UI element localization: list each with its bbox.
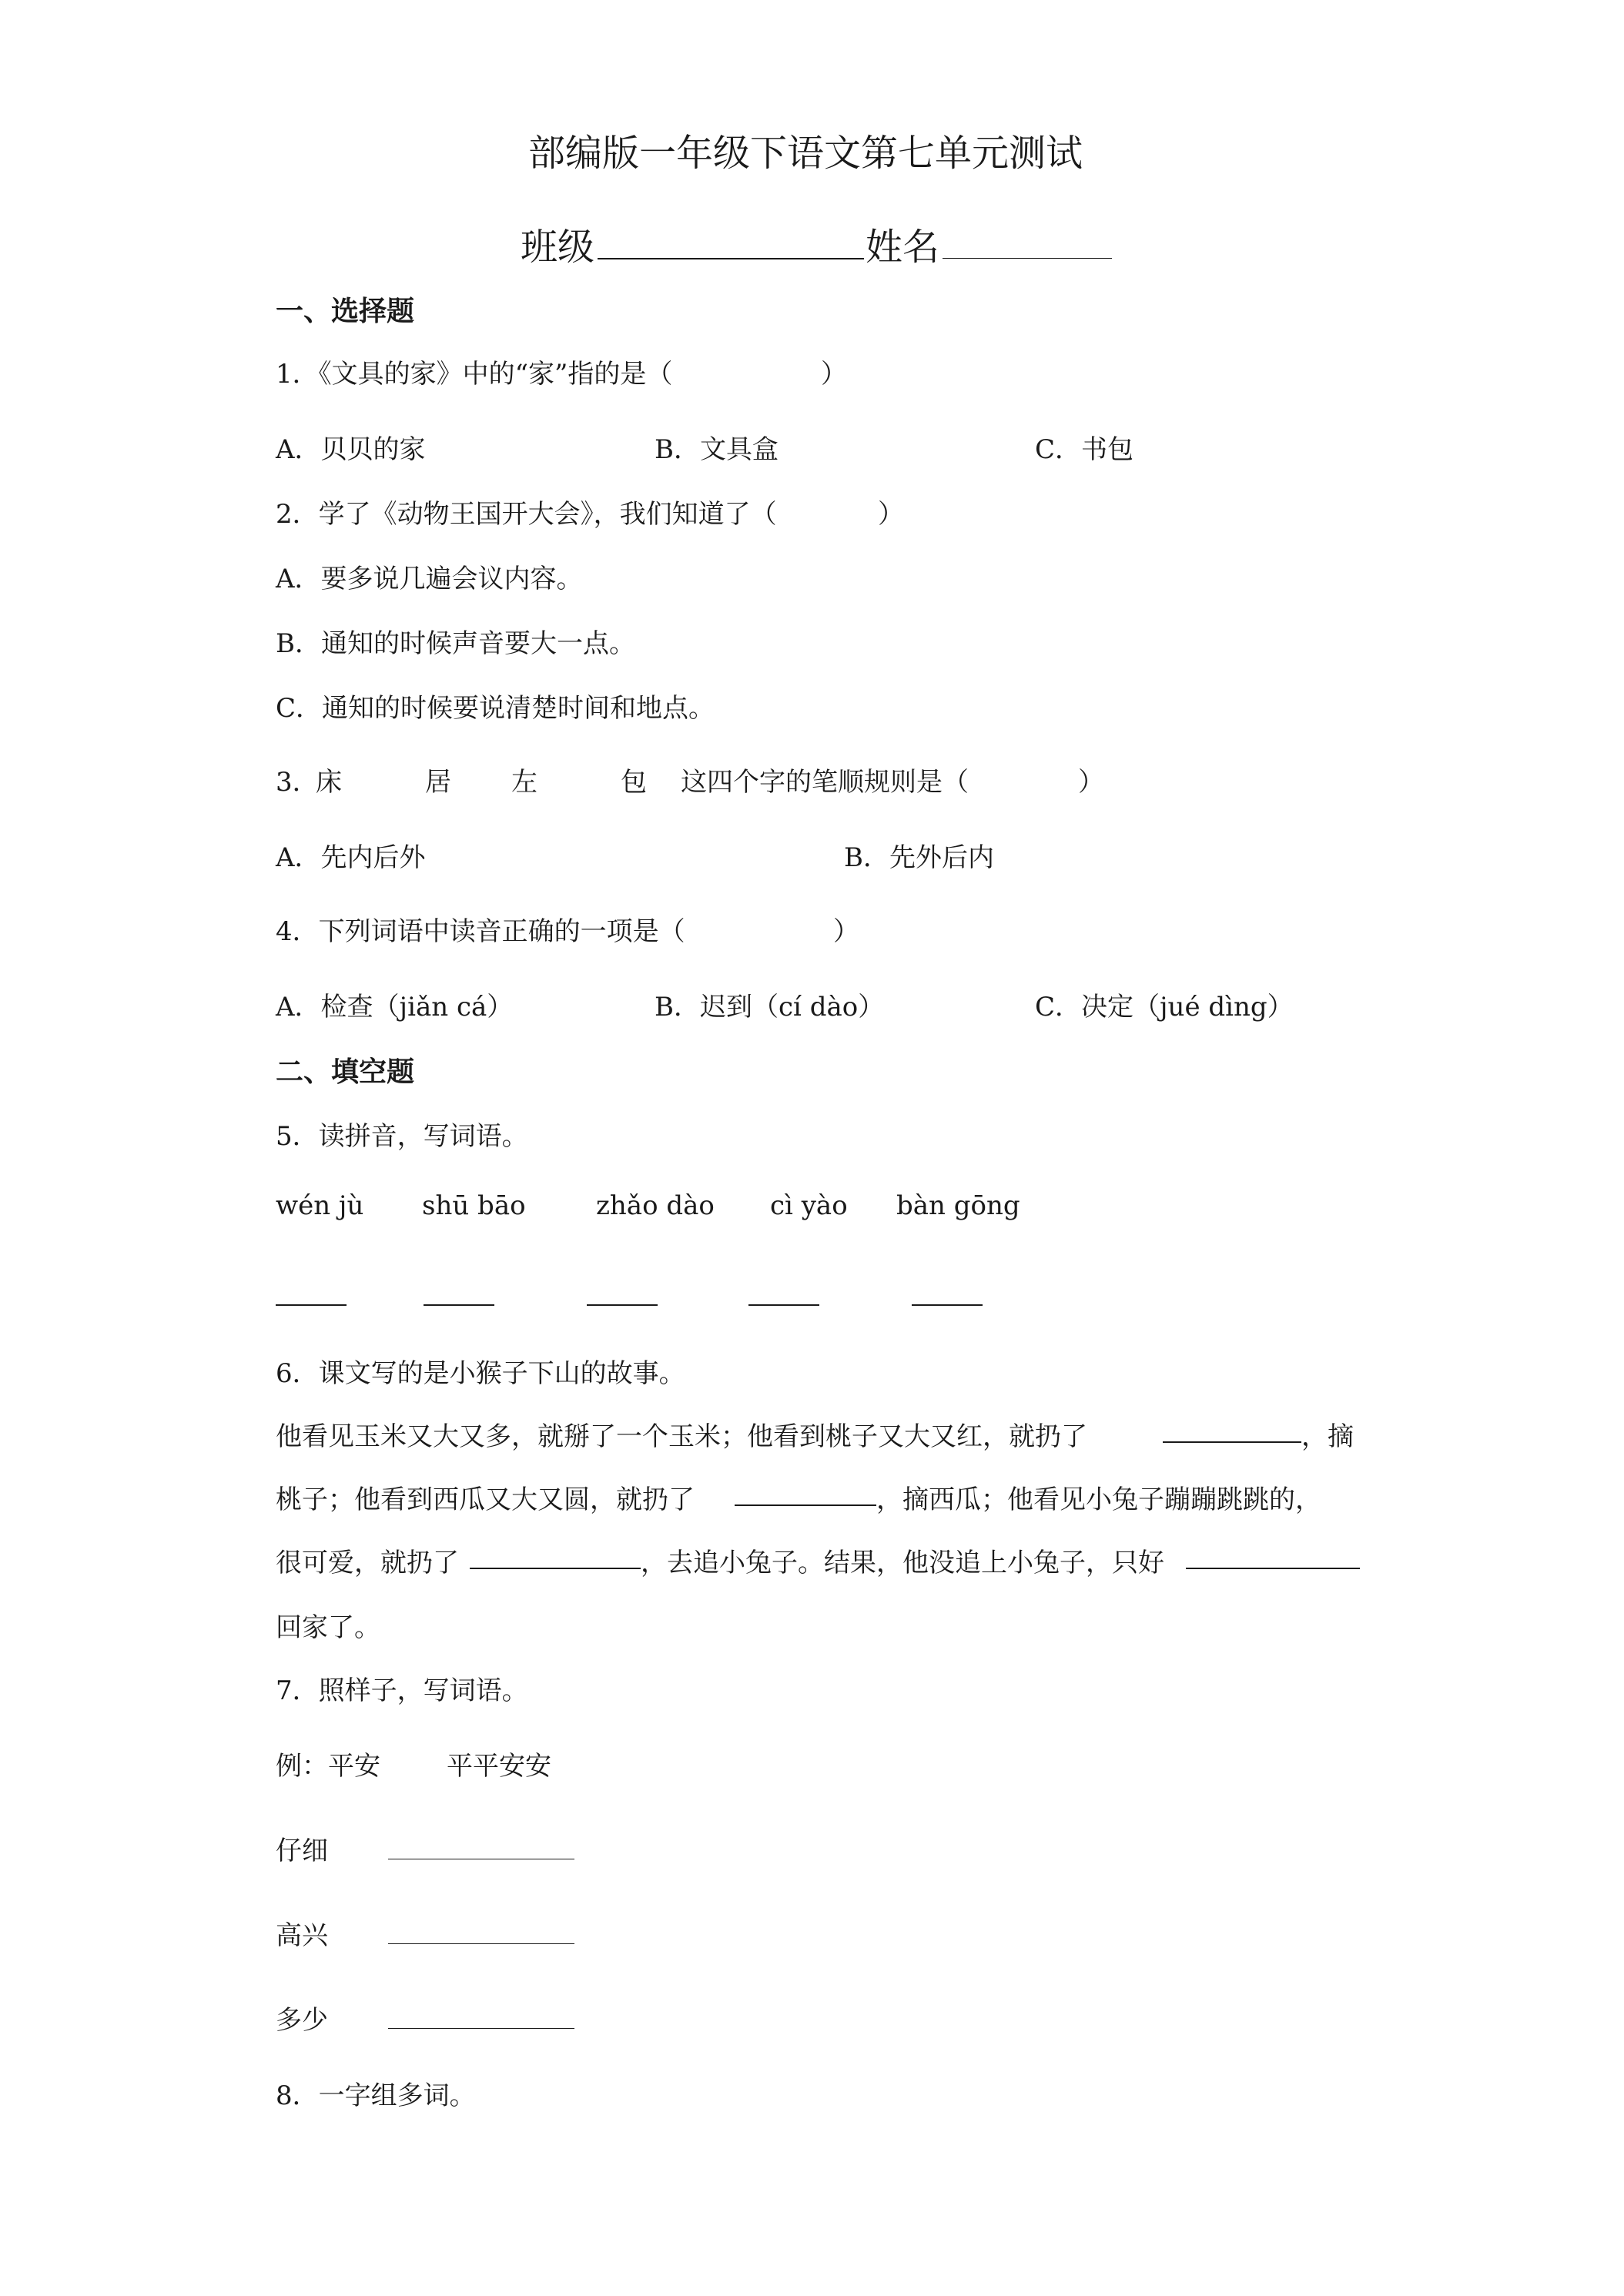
page-title: 部编版一年级下语文第七单元测试 (528, 132, 1083, 175)
q8-stem: 8．一字组多词。 (276, 2080, 476, 2111)
q2-option-a[interactable]: A．要多说几遍会议内容。 (276, 564, 583, 594)
q7-example: 例：平安 (276, 1751, 380, 1782)
q7-blank-3[interactable] (388, 2028, 574, 2029)
q7-word-2: 高兴 (276, 1920, 328, 1951)
q2-option-c[interactable]: C．通知的时候要说清楚时间和地点。 (276, 693, 715, 724)
q7-word-1: 仔细 (276, 1836, 328, 1866)
q3-char-3: 左 (511, 767, 537, 798)
class-label: 班级 (521, 226, 595, 269)
q4-option-b[interactable]: B．迟到（cí dào） (655, 992, 885, 1022)
class-blank[interactable] (598, 258, 864, 259)
q2-option-b[interactable]: B．通知的时候声音要大一点。 (276, 628, 635, 659)
q2-stem: 2．学了《动物王国开大会》，我们知道了（ (276, 499, 777, 530)
q3-option-b[interactable]: B．先外后内 (844, 842, 994, 873)
q5-blank-5[interactable] (912, 1304, 983, 1306)
q7-blank-2[interactable] (388, 1943, 574, 1944)
q5-blank-3[interactable] (587, 1304, 658, 1306)
q6-stem: 6．课文写的是小猴子下山的故事。 (276, 1358, 685, 1389)
q6-line2-end: ，摘西瓜；他看见小兔子蹦蹦跳跳的， (876, 1484, 1321, 1515)
q1-close: ） (821, 359, 847, 390)
q6-line3-start: 很可爱，就扔了 (276, 1548, 459, 1578)
q3-number: 3． (276, 767, 319, 798)
q1-option-a[interactable]: A．贝贝的家 (276, 434, 426, 465)
name-blank[interactable] (943, 258, 1112, 259)
q3-close: ） (1078, 767, 1104, 798)
q6-blank-4[interactable] (1186, 1568, 1360, 1569)
q5-pinyin-4: cì yào (770, 1190, 848, 1221)
q1-stem: 1．《文具的家》中的“家”指的是（ (276, 359, 673, 390)
q4-close: ） (833, 916, 859, 947)
q5-stem: 5．读拼音，写词语。 (276, 1121, 528, 1152)
q5-pinyin-2: shū bāo (422, 1190, 526, 1221)
q3-char-2: 居 (425, 767, 451, 798)
q7-stem: 7．照样子，写词语。 (276, 1675, 528, 1706)
q6-line1-end: ，摘 (1301, 1421, 1354, 1452)
q6-line4: 回家了。 (276, 1612, 380, 1643)
q4-stem: 4．下列词语中读音正确的一项是（ (276, 916, 685, 947)
q6-line2-start: 桃子；他看到西瓜又大又圆，就扔了 (276, 1484, 695, 1515)
q5-pinyin-1: wén jù (276, 1190, 364, 1221)
q3-stem: 这四个字的笔顺规则是（ (681, 767, 969, 798)
q6-blank-1[interactable] (1163, 1441, 1301, 1443)
q6-blank-2[interactable] (735, 1504, 876, 1506)
q2-close: ） (878, 499, 904, 530)
q5-blank-2[interactable] (424, 1304, 494, 1306)
q5-pinyin-3: zhǎo dào (596, 1190, 715, 1221)
q1-option-b[interactable]: B．文具盒 (655, 434, 779, 465)
q4-option-c[interactable]: C．决定（jué dìng） (1035, 992, 1294, 1022)
q5-blank-4[interactable] (748, 1304, 819, 1306)
q3-char-4: 包 (621, 767, 647, 798)
name-label: 姓名 (866, 226, 940, 269)
q6-line1-start: 他看见玉米又大又多，就掰了一个玉米；他看到桃子又大又红，就扔了 (276, 1421, 1087, 1452)
q3-option-a[interactable]: A．先内后外 (276, 842, 426, 873)
q1-option-c[interactable]: C．书包 (1035, 434, 1134, 465)
section-heading-fill: 二、填空题 (276, 1056, 415, 1088)
q5-pinyin-5: bàn gōng (896, 1190, 1020, 1221)
section-heading-choice: 一、选择题 (276, 295, 415, 327)
q7-word-3: 多少 (276, 2005, 328, 2036)
q5-blank-1[interactable] (276, 1304, 347, 1306)
q3-char-1: 床 (316, 767, 342, 798)
q6-blank-3[interactable] (470, 1568, 641, 1569)
q6-line3-end: ，去追小兔子。结果，他没追上小兔子，只好 (641, 1548, 1164, 1578)
q4-option-a[interactable]: A．检查（jiǎn cá） (276, 992, 514, 1022)
q7-example-answer: 平平安安 (447, 1751, 551, 1782)
